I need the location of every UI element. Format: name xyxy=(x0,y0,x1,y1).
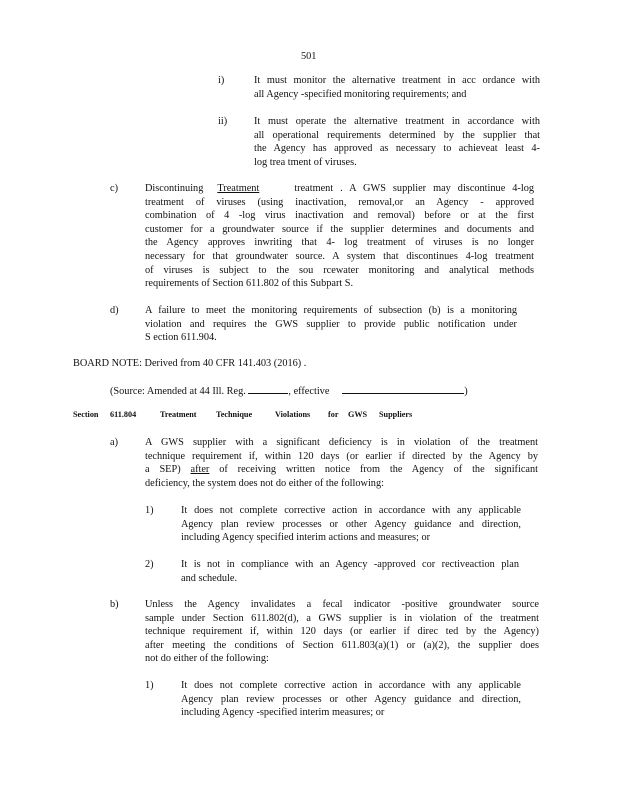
source-effective-blank xyxy=(342,383,464,394)
item-i-line: all Agency -specified monitoring requirements; and xyxy=(254,88,467,100)
item-b1-line: It does not complete corrective action in accordance with any applicable xyxy=(181,680,521,691)
item-a-line: a SEP) after of receiving written notice from the Agency of the significant xyxy=(145,464,538,476)
item-b-line: after meeting the conditions of Section 611.803(a)(1) or (a)(2), the supplier does xyxy=(145,639,539,651)
item-a2-text xyxy=(181,558,519,585)
item-c-line: treatment of viruses (using inactivation, removal,or an Agency - approved xyxy=(145,196,534,208)
section-title-word: Treatment xyxy=(160,410,197,419)
item-b-line: not do either of the following: xyxy=(145,653,269,665)
item-ii-line: the Agency has approved as necessary to achieveat least 4- xyxy=(254,143,540,155)
item-a-line: technique requirement if, within 120 days (or earlier if directed by the Agency by xyxy=(145,450,538,462)
item-i-marker: i) xyxy=(218,75,225,86)
item-a2-marker: 2) xyxy=(145,559,154,570)
item-b-line: Unless the Agency invalidates a fecal indicator -positive groundwater source xyxy=(145,599,539,610)
item-c-rest: treatment . A GWS supplier may discontinue 4-log xyxy=(294,183,535,194)
item-a-marker: a) xyxy=(110,437,118,448)
item-c-line: necessary for that groundwater source. A system that discontinues 4-log treatment xyxy=(145,250,534,262)
item-b-line: technique requirement if, within 120 days (or earlier if direc ted by the Agency) xyxy=(145,626,539,638)
board-note: BOARD NOTE: Derived from 40 CFR 141.403 (2016) . xyxy=(73,358,307,369)
item-d-line: S ection 611.904. xyxy=(145,332,217,344)
section-number: 611.804 xyxy=(110,410,137,419)
item-a-text xyxy=(145,436,538,490)
item-c-underlined: Treatment xyxy=(217,183,260,194)
item-b-marker: b) xyxy=(110,599,119,610)
item-a-line: deficiency, the system does not do either of the following: xyxy=(145,477,384,489)
section-title-word: GWS xyxy=(348,410,368,419)
item-c-line: requirements of Section 611.802 of this Subpart S. xyxy=(145,278,354,290)
item-c-text xyxy=(145,182,534,291)
item-ii-line: log trea tment of viruses. xyxy=(254,156,357,168)
underlined-after: after xyxy=(190,464,210,476)
item-b1-line: Agency plan review processes or other Agency guidance and direction, xyxy=(181,693,521,705)
item-b-line: sample under Section 611.802(d), a GWS supplier is in violation of the treatment xyxy=(145,612,539,624)
item-i-line: It must monitor the alternative treatment in acc ordance with xyxy=(254,75,540,86)
item-d-text xyxy=(145,304,517,345)
item-a1-line: It does not complete corrective action in accordance with any applicable xyxy=(181,505,521,516)
item-b1-line: including Agency -specified interim measures; or xyxy=(181,707,385,719)
item-a-line: A GWS supplier with a significant deficiency is in violation of the treatment xyxy=(145,437,538,448)
source-suffix: ) xyxy=(464,386,468,397)
section-title-word: for xyxy=(328,410,339,419)
section-title-word: Technique xyxy=(216,410,253,419)
page-number: 501 xyxy=(301,51,317,62)
item-a1-line: Agency plan review processes or other Agency guidance and direction, xyxy=(181,518,521,530)
item-ii-line: all operational requirements determined by the supplier that xyxy=(254,129,540,141)
item-c-first-line xyxy=(145,182,534,196)
source-prefix: (Source: Amended at 44 Ill. Reg. xyxy=(110,386,246,397)
item-ii-text xyxy=(254,115,540,169)
item-ii-marker: ii) xyxy=(218,116,228,127)
item-d-line: violation and requires the GWS supplier to provide public notification under xyxy=(145,318,517,330)
item-d-line: A failure to meet the monitoring requirements of subsection (b) is a monitoring xyxy=(145,305,517,316)
item-a2-line: It is not in compliance with an Agency -approved cor rectiveaction plan xyxy=(181,559,519,570)
item-d-marker: d) xyxy=(110,305,119,316)
item-c-line: combination of 4 -log virus inactivation and removal) before or at the first xyxy=(145,210,534,222)
item-c-prefix: Discontinuing xyxy=(145,183,204,194)
item-a1-line: including Agency specified interim actions and measures; or xyxy=(181,532,431,544)
section-title-word: Violations xyxy=(275,410,311,419)
item-c-line: of viruses is subject to the sou rcewater monitoring and analytical methods xyxy=(145,264,534,276)
item-c-line: customer for a groundwater source if the supplier determines and documents and xyxy=(145,223,534,235)
section-title-word: Suppliers xyxy=(379,410,413,419)
item-i-text xyxy=(254,74,540,101)
item-b1-text xyxy=(181,679,521,720)
item-b1-marker: 1) xyxy=(145,680,154,691)
item-a1-text xyxy=(181,504,521,545)
item-ii-line: It must operate the alternative treatment in accordance with xyxy=(254,116,540,127)
section-label: Section xyxy=(73,410,99,419)
source-line xyxy=(110,383,468,399)
item-a1-marker: 1) xyxy=(145,505,154,516)
item-b-text xyxy=(145,598,539,666)
source-middle: , effective xyxy=(288,386,330,397)
item-c-line: the Agency approves inwriting that 4- log treatment of viruses is no longer xyxy=(145,237,534,249)
source-date-blank xyxy=(248,383,288,394)
item-c-marker: c) xyxy=(110,183,118,194)
item-a2-line: and schedule. xyxy=(181,572,238,584)
